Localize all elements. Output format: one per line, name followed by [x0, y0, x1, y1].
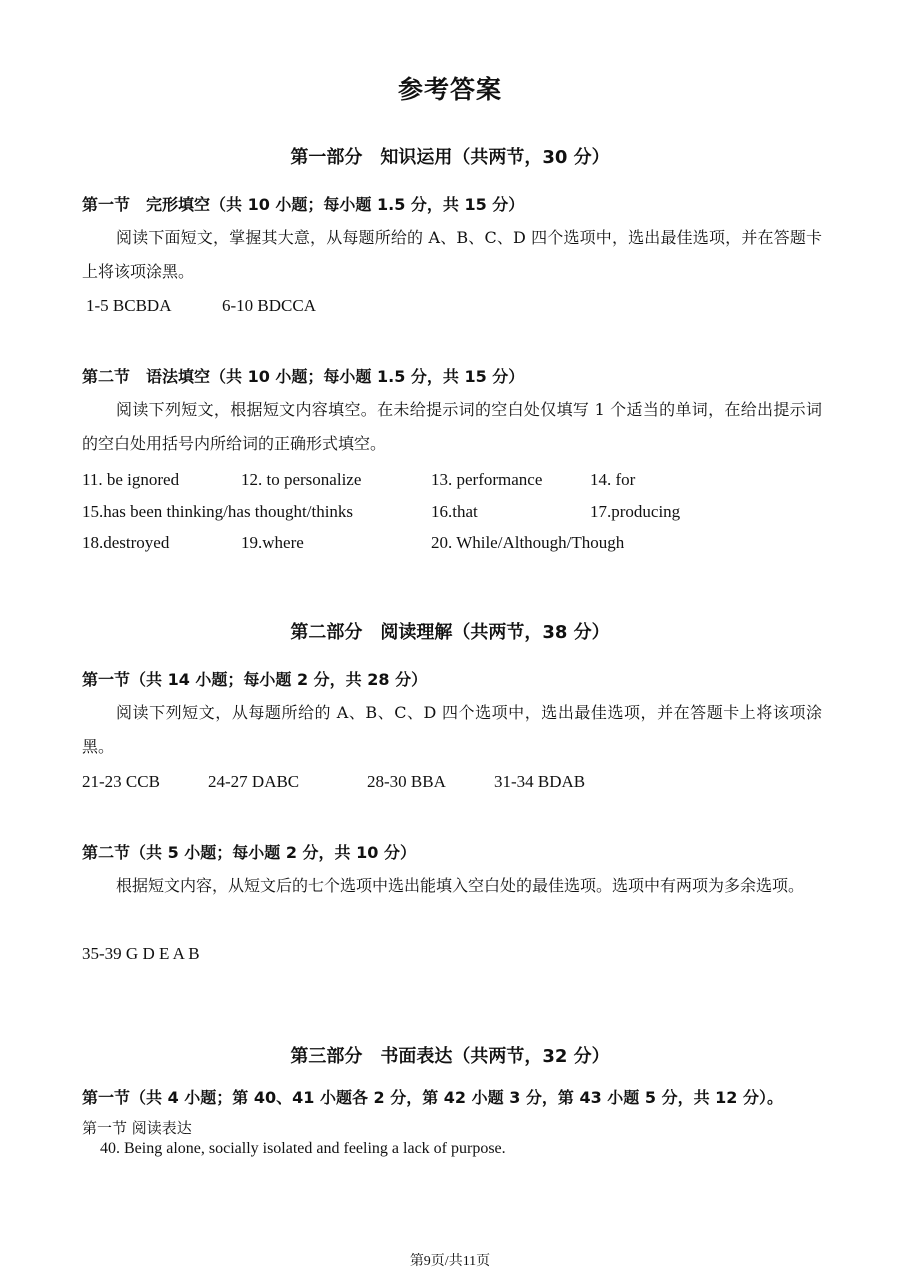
part1-section2-heading: 第二节 语法填空（共 10 小题；每小题 1.5 分，共 15 分）: [82, 367, 525, 386]
part1-section1-heading: 第一节 完形填空（共 10 小题；每小题 1.5 分，共 15 分）: [82, 195, 525, 214]
answer-item: 40. Being alone, socially isolated and feeling a lack of purpose.: [100, 1140, 506, 1157]
part2-section1-heading: 第一节（共 14 小题；每小题 2 分，共 28 分）: [82, 670, 428, 689]
part2-section2-instructions: 根据短文内容，从短文后的七个选项中选出能填入空白处的最佳选项。选项中有两项为多余选项。: [116, 876, 805, 895]
part1-section1-instructions: 阅读下面短文，掌握其大意，从每题所给的 A、B、C、D 四个选项中，选出最佳选项，并在答题卡上将该项涂黑。: [82, 228, 822, 281]
part2-section2-heading: 第二节（共 5 小题；每小题 2 分，共 10 分）: [82, 843, 416, 862]
page-title: 参考答案: [397, 75, 502, 104]
answer-item: 28-30 BBA: [367, 772, 446, 791]
answer-item: 18.destroyed: [82, 533, 170, 552]
answer-item: 6-10 BDCCA: [222, 296, 316, 315]
answer-item: 19.where: [241, 533, 304, 552]
answer-item: 12. to personalize: [241, 470, 362, 489]
part1-heading: 第一部分 知识运用（共两节，30 分）: [290, 147, 610, 168]
answer-item: 1-5 BCBDA: [86, 296, 172, 315]
answer-item: 20. While/Although/Though: [431, 533, 625, 552]
answer-item: 35-39 G D E A B: [82, 944, 200, 963]
part3-section1-sublabel: 第一节 阅读表达: [82, 1119, 192, 1137]
part3-heading: 第三部分 书面表达（共两节，32 分）: [290, 1046, 610, 1067]
page-number: 第9页/共11页: [409, 1254, 491, 1269]
part2-heading: 第二部分 阅读理解（共两节，38 分）: [290, 622, 610, 643]
answer-item: 16.that: [431, 502, 478, 521]
answer-item: 31-34 BDAB: [494, 772, 586, 791]
part1-section2-instructions: 阅读下列短文，根据短文内容填空。在未给提示词的空白处仅填写 1 个适当的单词，在给出提示词的空白处用括号内所给词的正确形式填空。: [82, 400, 822, 453]
answer-item: 11. be ignored: [82, 470, 180, 489]
answer-item: 21-23 CCB: [82, 772, 160, 791]
answer-item: 24-27 DABC: [208, 772, 300, 791]
answer-item: 14. for: [590, 470, 636, 489]
part3-section1-heading: 第一节（共 4 小题；第 40、41 小题各 2 分，第 42 小题 3 分，第 43 小题 5 分，共 12 分）。: [82, 1088, 783, 1107]
answer-item: 13. performance: [431, 470, 543, 489]
answer-item: 17.producing: [590, 502, 681, 521]
answer-item: 15.has been thinking/has thought/thinks: [82, 502, 354, 521]
part2-section1-instructions: 阅读下列短文，从每题所给的 A、B、C、D 四个选项中，选出最佳选项，并在答题卡上将该项涂黑。: [82, 703, 822, 756]
